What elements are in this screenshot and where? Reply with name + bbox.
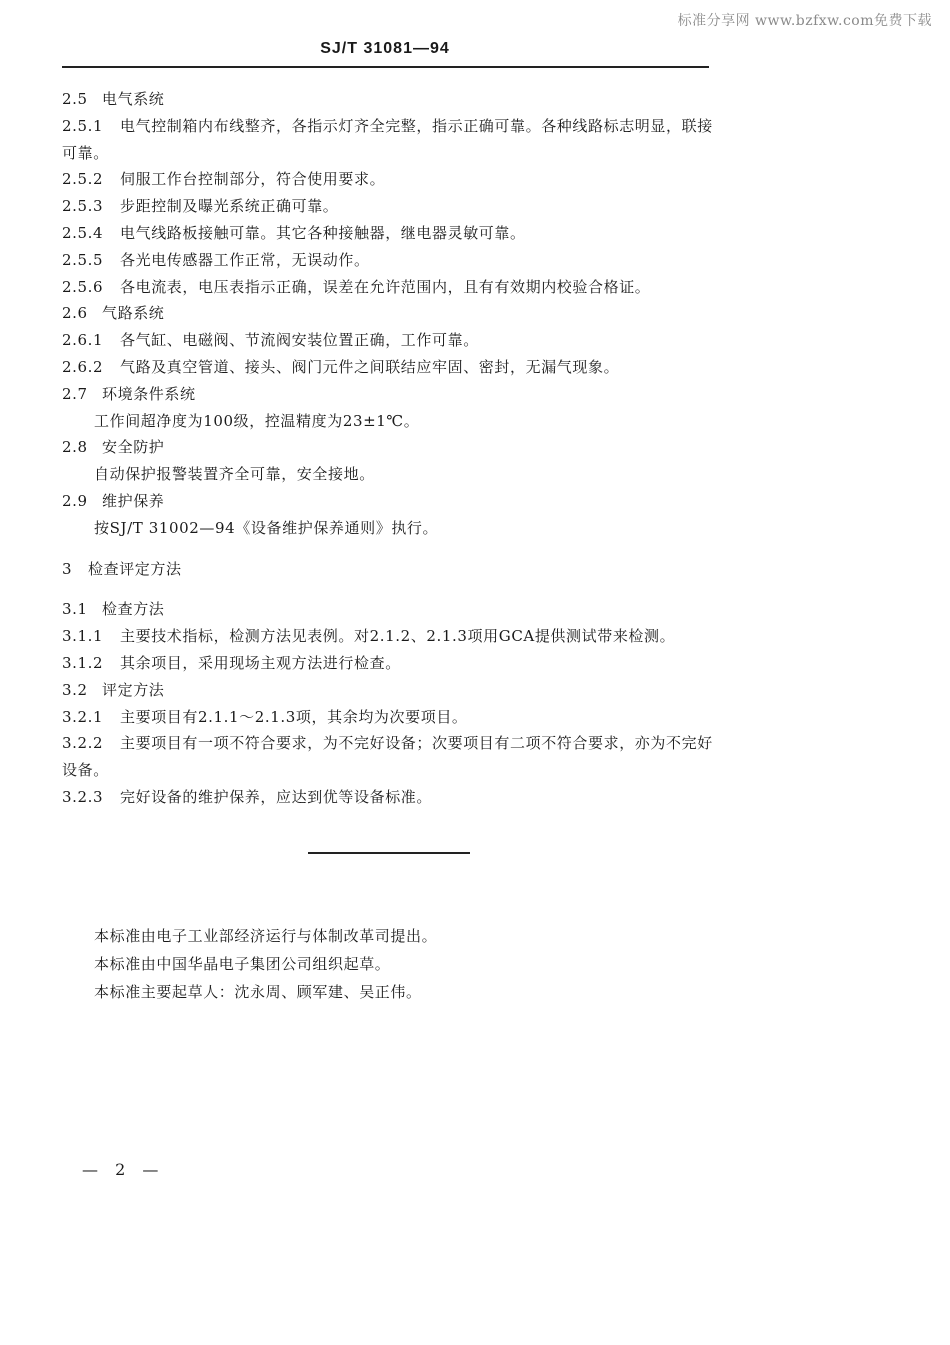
clause-3-1-1 — [62, 623, 722, 650]
clause-2-5-1 — [62, 113, 722, 140]
clause-number: 2.5.1 — [62, 116, 104, 135]
clause-number: 3.1.2 — [62, 653, 104, 672]
clause-3-1 — [62, 596, 722, 623]
watermark-text: 标准分享网 www.bzfxw.com免费下载 — [677, 13, 932, 29]
footer-note-authors: 本标准主要起草人：沈永周、顾军建、吴正伟。 — [94, 983, 422, 1001]
clause-number: 2.5 — [62, 90, 88, 108]
clause-text: 电气控制箱内布线整齐，各指示灯齐全完整，指示正确可靠。各种线路标志明显，联接 — [120, 116, 713, 135]
clause-2-5-3 — [62, 193, 722, 220]
clause-text: 各气缸、电磁阀、节流阀安装位置正确，工作可靠。 — [120, 331, 479, 350]
page-number: — 2 — — [82, 1160, 165, 1179]
clause-number: 2.6 — [62, 304, 88, 323]
clause-continuation — [62, 408, 722, 435]
clause-text: 维护保养 — [102, 491, 165, 510]
clause-text: 电气系统 — [102, 90, 165, 108]
clause-number: 2.9 — [62, 491, 88, 510]
clause-2-7 — [62, 381, 722, 408]
clause-3-1-2 — [62, 650, 722, 677]
clause-text: 自动保护报警装置齐全可靠，安全接地。 — [94, 465, 375, 484]
footer-notes — [94, 922, 437, 1006]
standard-code-header: SJ/T 31081—94 — [320, 40, 450, 57]
clause-number: 2.5.6 — [62, 277, 104, 296]
clause-2-5-4 — [62, 220, 722, 247]
clause-number: 3.1.1 — [62, 627, 104, 646]
clause-text: 主要项目有2.1.1～2.1.3项，其余均为次要项目。 — [120, 707, 468, 726]
clause-text: 检查评定方法 — [88, 559, 182, 578]
clause-2-9 — [62, 488, 722, 515]
clause-number: 3.2.2 — [62, 734, 104, 753]
clause-text: 环境条件系统 — [102, 384, 196, 403]
clause-number: 2.5.3 — [62, 197, 104, 216]
clause-2-5-6 — [62, 274, 722, 301]
clause-3 — [62, 556, 722, 583]
clause-number: 2.6.2 — [62, 357, 104, 376]
clause-number: 2.8 — [62, 438, 88, 457]
clause-text: 气路及真空管道、接头、阀门元件之间联结应牢固、密封，无漏气现象。 — [120, 357, 620, 376]
clause-text: 按SJ/T 31002—94《设备维护保养通则》执行。 — [94, 518, 439, 537]
clause-number: 3 — [62, 559, 73, 578]
footer-note-drafter: 本标准由中国华晶电子集团公司组织起草。 — [94, 955, 391, 973]
end-of-text-rule — [308, 852, 470, 854]
clause-3-2-3 — [62, 784, 722, 811]
clause-2-6-2 — [62, 354, 722, 381]
clause-text: 完好设备的维护保养，应达到优等设备标准。 — [120, 787, 433, 806]
clause-text: 评定方法 — [102, 680, 165, 699]
clause-number: 2.5.4 — [62, 223, 104, 242]
clause-text: 各光电传感器工作正常，无误动作。 — [120, 250, 370, 269]
clause-2-5 — [62, 86, 722, 113]
clause-text: 伺服工作台控制部分，符合使用要求。 — [120, 170, 386, 189]
clause-2-6 — [62, 300, 722, 327]
clause-text: 电气线路板接触可靠。其它各种接触器，继电器灵敏可靠。 — [120, 223, 526, 242]
clause-number: 3.1 — [62, 600, 88, 619]
clause-2-6-1 — [62, 327, 722, 354]
clause-2-5-5 — [62, 247, 722, 274]
clause-text: 主要项目有一项不符合要求，为不完好设备；次要项目有二项不符合要求，亦为不完好 — [120, 734, 713, 753]
clause-text: 设备。 — [62, 761, 109, 780]
clause-text: 可靠。 — [62, 143, 109, 162]
clause-number: 2.6.1 — [62, 331, 104, 350]
clause-text: 其余项目，采用现场主观方法进行检查。 — [120, 653, 401, 672]
clause-text: 步距控制及曝光系统正确可靠。 — [120, 197, 339, 216]
clause-text: 安全防护 — [102, 438, 165, 457]
clause-text: 工作间超净度为100级，控温精度为23±1℃。 — [94, 411, 420, 430]
clause-text: 各电流表，电压表指示正确，误差在允许范围内，且有有效期内校验合格证。 — [120, 277, 651, 296]
clause-continuation — [62, 461, 722, 488]
clause-continuation — [62, 140, 722, 167]
clause-text: 气路系统 — [102, 304, 165, 323]
clause-3-2-2 — [62, 730, 722, 757]
clause-text: 检查方法 — [102, 600, 165, 619]
clause-number: 3.2.3 — [62, 787, 104, 806]
header-rule — [62, 66, 709, 68]
clause-2-8 — [62, 434, 722, 461]
clause-number: 2.5.5 — [62, 250, 104, 269]
clause-continuation — [62, 515, 722, 542]
clause-number: 3.2 — [62, 680, 88, 699]
clause-number: 2.5.2 — [62, 170, 104, 189]
clause-number: 3.2.1 — [62, 707, 104, 726]
clause-2-5-2 — [62, 166, 722, 193]
footer-note-proposer: 本标准由电子工业部经济运行与体制改革司提出。 — [94, 927, 438, 945]
clause-text: 主要技术指标，检测方法见表例。对2.1.2、2.1.3项用GCA提供测试带来检测。 — [120, 627, 676, 646]
clause-3-2-1 — [62, 704, 722, 731]
clause-3-2 — [62, 677, 722, 704]
clause-number: 2.7 — [62, 384, 88, 403]
clause-continuation — [62, 757, 722, 784]
document-body — [62, 86, 722, 811]
